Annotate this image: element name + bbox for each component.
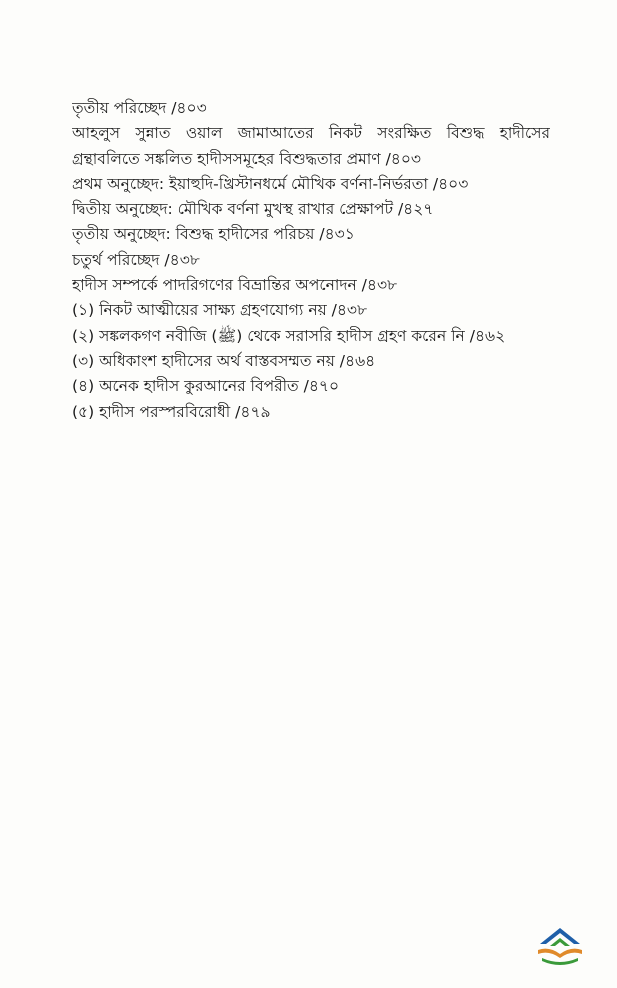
logo-base — [542, 958, 578, 965]
toc-line-4: প্রথম অনুচ্ছেদ: ইয়াহুদি-খ্রিস্টানধর্মে মৌখিক বর্ণনা-নির্ভরতা /৪০৩ — [72, 174, 469, 193]
toc-line-10: (২) সঙ্কলকগণ নবীজি (ﷺ) থেকে সরাসরি হাদীস গ্রহণ করেন নি /৪৬২ — [72, 326, 506, 345]
toc-line-11: (৩) অধিকাংশ হাদীসের অর্থ বাস্তবসম্মত নয় /৪৬৪ — [72, 351, 376, 370]
toc-line-5: দ্বিতীয় অনুচ্ছেদ: মৌখিক বর্ণনা মুখস্থ রাখার প্রেক্ষাপট /৪২৭ — [72, 200, 434, 219]
toc-line-8: হাদীস সম্পর্কে পাদরিগণের বিভ্রান্তির অপনোদন /৪৩৮ — [72, 276, 398, 295]
logo-book-left — [538, 949, 560, 958]
toc-line-6: তৃতীয় অনুচ্ছেদ: বিশুদ্ধ হাদীসের পরিচয় /৪৩১ — [72, 225, 355, 244]
publisher-logo-icon — [534, 922, 586, 968]
toc-line-7: চতুর্থ পরিচ্ছেদ /৪৩৮ — [72, 250, 200, 269]
logo-roof-inner — [550, 938, 570, 946]
table-of-contents — [72, 96, 550, 425]
toc-line-2: আহলুস সুন্নাত ওয়াল জামাআতের নিকট সংরক্ষিত বিশুদ্ধ হাদীসের — [72, 124, 550, 143]
toc-line-9: (১) নিকট আত্মীয়ের সাক্ষ্য গ্রহণযোগ্য নয় /৪৩৮ — [72, 301, 368, 320]
toc-line-3: গ্রন্থাবলিতে সঙ্কলিত হাদীসসমূহের বিশুদ্ধতার প্রমাণ /৪০৩ — [72, 149, 422, 168]
toc-line-1: তৃতীয় পরিচ্ছেদ /৪০৩ — [72, 99, 207, 117]
logo-book-right — [560, 949, 582, 958]
toc-line-13: (৫) হাদীস পরস্পরবিরোধী /৪৭৯ — [72, 402, 271, 421]
toc-line-12: (৪) অনেক হাদীস কুরআনের বিপরীত /৪৭০ — [72, 377, 340, 396]
